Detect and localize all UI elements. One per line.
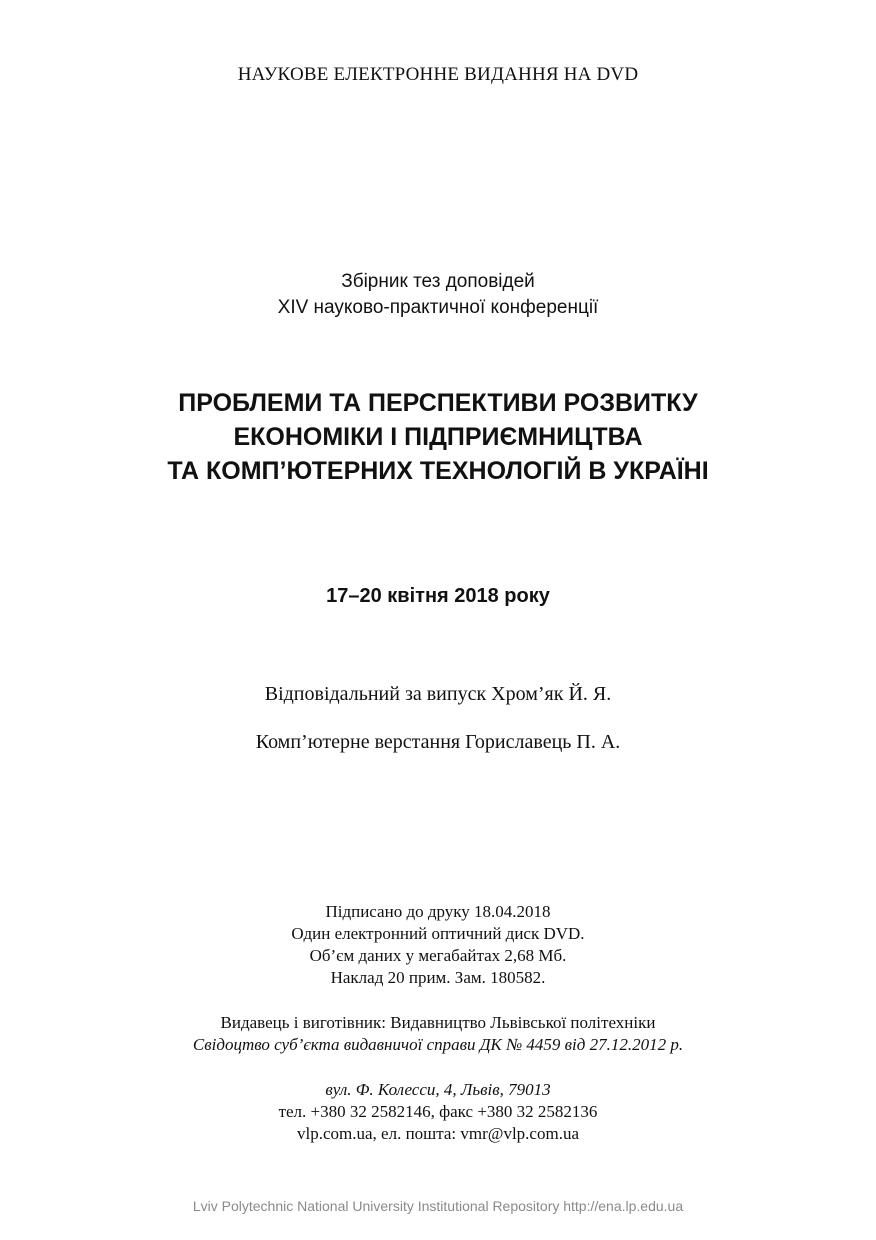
responsible-editor: Відповідальний за випуск Хром’як Й. Я.	[264, 683, 612, 705]
conference-dates: 17–20 квітня 2018 року	[326, 585, 550, 607]
signed-to-print: Підписано до друку 18.04.2018	[325, 902, 551, 921]
edition-type-heading: НАУКОВЕ ЕЛЕКТРОННЕ ВИДАННЯ НА DVD	[237, 64, 639, 85]
data-volume: Об’єм даних у мегабайтах 2,68 Мб.	[309, 946, 567, 965]
publisher-certificate: Свідоцтво суб’єкта видавничої справи ДК № 4459 від 27.12.2012 р.	[192, 1035, 684, 1054]
media-description: Один електронний оптичний диск DVD.	[291, 924, 585, 943]
conference-title-line-3: ТА КОМП’ЮТЕРНИХ ТЕХНОЛОГІЙ В УКРАЇНІ	[167, 457, 709, 485]
publisher-address: вул. Ф. Колесси, 4, Львів, 79013	[325, 1080, 551, 1099]
conference-number: XIV науково-практичної конференції	[277, 297, 599, 318]
conference-title-line-2: ЕКОНОМІКИ І ПІДПРИЄМНИЦТВА	[233, 423, 643, 451]
computer-layout-credit: Комп’ютерне верстання Гориславець П. А.	[255, 731, 621, 753]
publisher-name: Видавець і виготівник: Видавництво Львівської політехніки	[220, 1013, 656, 1032]
repository-footer: Lviv Polytechnic National University Institutional Repository http://ena.lp.edu.ua	[192, 1198, 684, 1214]
conference-title-line-1: ПРОБЛЕМИ ТА ПЕРСПЕКТИВИ РОЗВИТКУ	[178, 389, 698, 417]
collection-subtitle: Збірник тез доповідей	[341, 271, 535, 292]
circulation-order: Наклад 20 прим. Зам. 180582.	[330, 968, 546, 987]
publisher-web-email: vlp.com.ua, ел. пошта: vmr@vlp.com.ua	[297, 1124, 579, 1143]
publisher-phones: тел. +380 32 2582146, факс +380 32 2582136	[278, 1102, 598, 1121]
